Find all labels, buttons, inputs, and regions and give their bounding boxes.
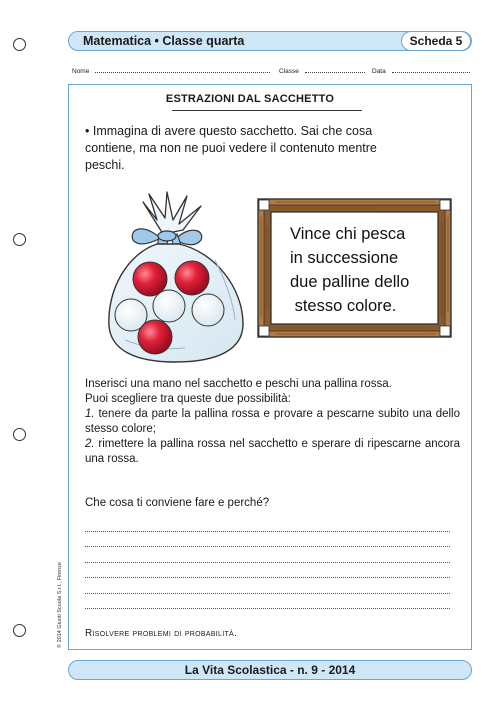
board-line-2: in successione: [290, 249, 399, 267]
option-2-number: 2.: [85, 438, 95, 450]
answer-line[interactable]: [85, 563, 450, 579]
rule-board-frame: [256, 197, 453, 339]
binder-hole-4: [13, 624, 26, 637]
board-line-3: due palline dello: [290, 273, 410, 291]
option-2-text: rimettere la pallina rossa nel sacchetto e sperare di ripescarne ancora una rossa.: [85, 438, 460, 465]
bag-of-balls-illustration: [105, 190, 247, 370]
answer-line[interactable]: [85, 532, 450, 548]
option-1: [85, 407, 460, 437]
learning-goal: Risolvere problemi di probabilità.: [85, 628, 238, 639]
worksheet-title: ESTRAZIONI DAL SACCHETTO: [165, 93, 335, 105]
option-1-text: tenere da parte la pallina rossa e provare a pescarne subito una dello stesso colore;: [85, 408, 460, 435]
instruction-line-2: Puoi scegliere tra queste due possibilità:: [85, 393, 291, 405]
copyright-note: © 2014 Giunti Scuola S.r.l., Firenze: [57, 562, 63, 648]
board-line-1: Vince chi pesca: [290, 225, 406, 243]
answer-line[interactable]: [85, 594, 450, 610]
instruction-line-1: Inserisci una mano nel sacchetto e peschi una pallina rossa.: [85, 378, 392, 390]
instructions-text: [85, 377, 460, 467]
binder-hole-3: [13, 428, 26, 441]
answer-lines[interactable]: [85, 516, 450, 609]
answer-line[interactable]: [85, 516, 450, 532]
answer-line[interactable]: [85, 578, 450, 594]
class-field[interactable]: Classe: [279, 67, 365, 75]
title-underline: [172, 110, 362, 111]
board-line-4: stesso colore.: [290, 297, 397, 315]
option-2: [85, 437, 460, 467]
header-band: [68, 31, 472, 51]
answer-line[interactable]: [85, 547, 450, 563]
option-1-number: 1.: [85, 408, 95, 420]
subject-label: Matematica • Classe quarta: [83, 34, 245, 48]
intro-text: • Immagina di avere questo sacchetto. Sai che cosa contiene, ma non ne puoi vedere il contenuto mentre peschi.: [85, 124, 377, 172]
footer-band: La Vita Scolastica - n. 9 - 2014: [68, 660, 472, 680]
binder-hole-2: [13, 233, 26, 246]
date-field[interactable]: Data: [372, 67, 470, 75]
binder-hole-1: [13, 38, 26, 51]
question-text: Che cosa ti conviene fare e perché?: [85, 497, 270, 509]
sheet-number-badge: Scheda 5: [401, 31, 471, 51]
name-field[interactable]: Nome: [72, 67, 270, 75]
